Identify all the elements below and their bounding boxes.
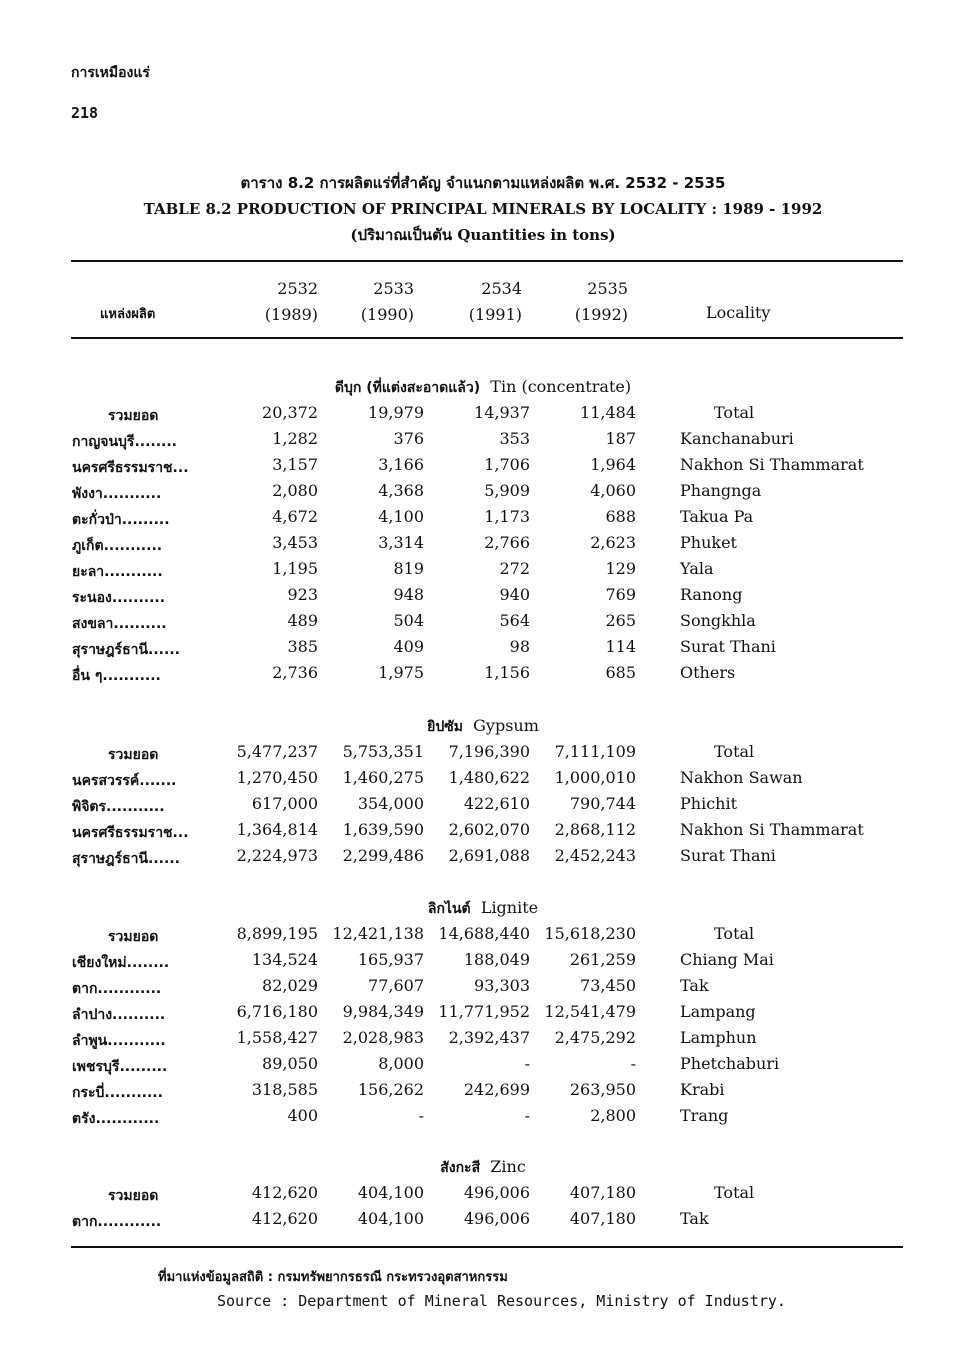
header-year-3: 2534 (1991) [468,279,522,324]
row-locality: Kanchanaburi [680,429,794,448]
row-label-thai: นครศรีธรรมราช... [72,825,189,841]
cell-value: 688 [605,507,636,526]
cell-value: 12,421,138 [332,924,424,943]
cell-value: - [524,1054,530,1073]
caption-english: TABLE 8.2 PRODUCTION OF PRINCIPAL MINERALS BY LOCALITY : 1989 - 1992 [143,200,823,218]
cell-value: 1,156 [484,663,530,682]
cell-value: 265 [605,611,636,630]
cell-value: - [630,1054,636,1073]
cell-value: 263,950 [569,1080,636,1099]
table-row [0,533,966,559]
cell-value: 156,262 [357,1080,424,1099]
cell-value: 2,299,486 [342,846,424,865]
cell-value: 617,000 [251,794,318,813]
cell-value: 12,541,479 [544,1002,636,1021]
cell-value: 134,524 [251,950,318,969]
row-label-thai: ตาก............ [72,981,162,997]
cell-value: 9,984,349 [342,1002,424,1021]
row-locality: Nakhon Si Thammarat [680,820,864,839]
cell-value: 4,100 [378,507,424,526]
cell-value: - [418,1106,424,1125]
cell-value: 82,029 [262,976,318,995]
cell-value: 564 [499,611,530,630]
header-rule [71,337,903,339]
cell-value: 923 [287,585,318,604]
row-label-thai: รวมยอด [108,929,159,945]
row-locality: Lampang [680,1002,756,1021]
cell-value: 940 [499,585,530,604]
row-label-thai: ระนอง.......... [72,590,166,606]
table-row-total [0,924,966,950]
page-number: 218 [71,104,99,122]
cell-value: 5,909 [484,481,530,500]
cell-value: 318,585 [251,1080,318,1099]
cell-value: 790,744 [569,794,636,813]
header-locality: Locality [706,303,771,322]
row-locality: Takua Pa [680,507,754,526]
cell-value: 2,868,112 [554,820,636,839]
row-locality: Tak [680,976,709,995]
cell-value: 11,484 [580,403,636,422]
cell-value: - [524,1106,530,1125]
row-locality: Nakhon Sawan [680,768,803,787]
cell-value: 407,180 [569,1183,636,1202]
cell-value: 129 [605,559,636,578]
table-row [0,663,966,689]
cell-value: 496,006 [463,1209,530,1228]
row-label-thai: รวมยอด [108,747,159,763]
table-row-total [0,1183,966,1209]
cell-value: 2,766 [484,533,530,552]
row-locality: Krabi [680,1080,725,1099]
cell-value: 354,000 [357,794,424,813]
cell-value: 353 [499,429,530,448]
cell-value: 4,060 [590,481,636,500]
cell-value: 407,180 [569,1209,636,1228]
caption-thai: ตาราง 8.2 การผลิตแร่ที่สำคัญ จำแนกตามแหล่งผลิต พ.ศ. 2532 - 2535 [240,174,726,192]
table-row [0,481,966,507]
cell-value: 2,224,973 [236,846,318,865]
cell-value: 2,736 [272,663,318,682]
cell-value: 2,602,070 [448,820,530,839]
row-label-thai: เชียงใหม่........ [72,955,170,971]
row-label-thai: รวมยอด [108,408,159,424]
section-title-thai: ยิปซัม [427,719,463,735]
cell-value: 77,607 [368,976,424,995]
header-year-4: 2535 (1992) [574,279,628,324]
table-row [0,794,966,820]
row-locality: Phetchaburi [680,1054,780,1073]
row-locality: Yala [680,559,714,578]
table-row [0,846,966,872]
cell-value: 504 [393,611,424,630]
table-row [0,1028,966,1054]
cell-value: 404,100 [357,1183,424,1202]
table-row [0,976,966,1002]
cell-value: 3,314 [378,533,424,552]
table-row-total [0,403,966,429]
row-label-thai: อื่น ๆ........... [72,668,161,684]
cell-value: 1,964 [590,455,636,474]
section-title-thai: ลิกไนต์ [427,901,471,917]
cell-value: 242,699 [463,1080,530,1099]
cell-value: 819 [393,559,424,578]
section-title-thai: ดีบุก (ที่แต่งสะอาดแล้ว) [334,380,481,396]
cell-value: 422,610 [463,794,530,813]
section-title [0,1157,966,1179]
cell-value: 7,111,109 [554,742,636,761]
cell-value: 1,480,622 [448,768,530,787]
row-locality: Tak [680,1209,709,1228]
cell-value: 89,050 [262,1054,318,1073]
table-row [0,1106,966,1132]
row-label-thai: สงขลา.......... [72,616,167,632]
cell-value: 2,392,437 [448,1028,530,1047]
cell-value: 3,157 [272,455,318,474]
cell-value: 19,979 [368,403,424,422]
row-locality: Surat Thani [680,637,776,656]
cell-value: 1,270,450 [236,768,318,787]
cell-value: 93,303 [474,976,530,995]
cell-value: 7,196,390 [448,742,530,761]
table-row [0,455,966,481]
row-locality: Chiang Mai [680,950,774,969]
cell-value: 11,771,952 [438,1002,530,1021]
row-label-thai: ตาก............ [72,1214,162,1230]
table-row [0,820,966,846]
table-row-total [0,742,966,768]
section-title-thai: สังกะสี [440,1160,481,1176]
cell-value: 4,368 [378,481,424,500]
table-row [0,1209,966,1235]
row-locality: Phuket [680,533,737,552]
section-title [0,716,966,738]
row-locality: Total [714,924,755,943]
table-caption [0,170,966,248]
row-locality: Others [680,663,736,682]
cell-value: 2,452,243 [554,846,636,865]
section-title-english: Tin (concentrate) [490,377,632,396]
row-label-thai: สุราษฎร์ธานี...... [72,642,180,658]
cell-value: 1,975 [378,663,424,682]
row-locality: Songkhla [680,611,756,630]
cell-value: 14,937 [474,403,530,422]
caption-units: (ปริมาณเป็นตัน Quantities in tons) [350,226,616,244]
cell-value: 1,639,590 [342,820,424,839]
cell-value: 685 [605,663,636,682]
row-label-thai: นครศรีธรรมราช... [72,460,189,476]
row-locality: Surat Thani [680,846,776,865]
cell-value: 8,899,195 [236,924,318,943]
cell-value: 73,450 [580,976,636,995]
cell-value: 261,259 [569,950,636,969]
cell-value: 1,195 [272,559,318,578]
section-title-english: Lignite [480,898,539,917]
running-head: การเหมืองแร่ [71,65,150,81]
row-label-thai: ภูเก็ต........... [72,538,163,554]
table-row [0,559,966,585]
row-label-thai: เพชรบุรี......... [72,1059,168,1075]
cell-value: 2,475,292 [554,1028,636,1047]
cell-value: 20,372 [262,403,318,422]
cell-value: 98 [509,637,530,656]
cell-value: 14,688,440 [438,924,530,943]
row-label-thai: พังงา........... [72,486,162,502]
table-row [0,637,966,663]
cell-value: 3,166 [378,455,424,474]
cell-value: 188,049 [463,950,530,969]
cell-value: 496,006 [463,1183,530,1202]
cell-value: 272 [499,559,530,578]
table-row [0,1080,966,1106]
header-thai-locality: แหล่งผลิต [100,307,156,322]
row-label-thai: นครสวรรค์....... [72,773,177,789]
table-row [0,768,966,794]
table-row [0,429,966,455]
header-year-1: 2532 (1989) [264,279,318,324]
table-row [0,507,966,533]
cell-value: 3,453 [272,533,318,552]
row-label-thai: ตะกั่วป่า......... [72,512,170,528]
section-title-english: Gypsum [473,716,539,735]
row-label-thai: ยะลา........... [72,564,163,580]
cell-value: 8,000 [378,1054,424,1073]
cell-value: 1,706 [484,455,530,474]
cell-value: 376 [393,429,424,448]
cell-value: 4,672 [272,507,318,526]
table-row [0,585,966,611]
header-year-2: 2533 (1990) [360,279,414,324]
row-label-thai: กาญจนบุรี........ [72,434,177,450]
row-locality: Nakhon Si Thammarat [680,455,864,474]
cell-value: 385 [287,637,318,656]
cell-value: 1,460,275 [342,768,424,787]
cell-value: 948 [393,585,424,604]
row-locality: Total [714,742,755,761]
cell-value: 5,477,237 [236,742,318,761]
source-english: Source : Department of Mineral Resources, Ministry of Industry. [217,1292,786,1310]
table-row [0,950,966,976]
source-thai: ที่มาแห่งข้อมูลสถิติ : กรมทรัพยากรธรณี กระทรวงอุตสาหกรรม [158,1270,508,1285]
section-title-english: Zinc [490,1157,526,1176]
section-title [0,898,966,920]
row-label-thai: รวมยอด [108,1188,159,1204]
cell-value: 489 [287,611,318,630]
cell-value: 2,623 [590,533,636,552]
table-row [0,1054,966,1080]
cell-value: 412,620 [251,1209,318,1228]
row-label-thai: กระบี่........... [72,1085,163,1101]
top-rule [71,260,903,262]
cell-value: 187 [605,429,636,448]
row-locality: Trang [680,1106,729,1125]
cell-value: 1,364,814 [236,820,318,839]
cell-value: 1,173 [484,507,530,526]
cell-value: 409 [393,637,424,656]
cell-value: 2,080 [272,481,318,500]
cell-value: 114 [605,637,636,656]
cell-value: 2,691,088 [448,846,530,865]
row-label-thai: สุราษฎร์ธานี...... [72,851,180,867]
row-label-thai: พิจิตร........... [72,799,165,815]
page-header [71,62,150,122]
cell-value: 6,716,180 [236,1002,318,1021]
cell-value: 769 [605,585,636,604]
cell-value: 165,937 [357,950,424,969]
bottom-rule [71,1246,903,1248]
section-title [0,377,966,399]
row-label-thai: ลำพูน........... [72,1033,166,1049]
row-locality: Ranong [680,585,743,604]
row-label-thai: ตรัง............ [72,1111,160,1127]
row-locality: Total [714,1183,755,1202]
cell-value: 2,028,983 [342,1028,424,1047]
table-row [0,1002,966,1028]
cell-value: 15,618,230 [544,924,636,943]
row-locality: Phangnga [680,481,762,500]
cell-value: 1,282 [272,429,318,448]
cell-value: 1,000,010 [554,768,636,787]
row-locality: Total [714,403,755,422]
cell-value: 400 [287,1106,318,1125]
cell-value: 412,620 [251,1183,318,1202]
cell-value: 2,800 [590,1106,636,1125]
row-label-thai: ลำปาง.......... [72,1007,166,1023]
cell-value: 404,100 [357,1209,424,1228]
cell-value: 1,558,427 [236,1028,318,1047]
row-locality: Phichit [680,794,737,813]
table-row [0,611,966,637]
row-locality: Lamphun [680,1028,757,1047]
cell-value: 5,753,351 [342,742,424,761]
